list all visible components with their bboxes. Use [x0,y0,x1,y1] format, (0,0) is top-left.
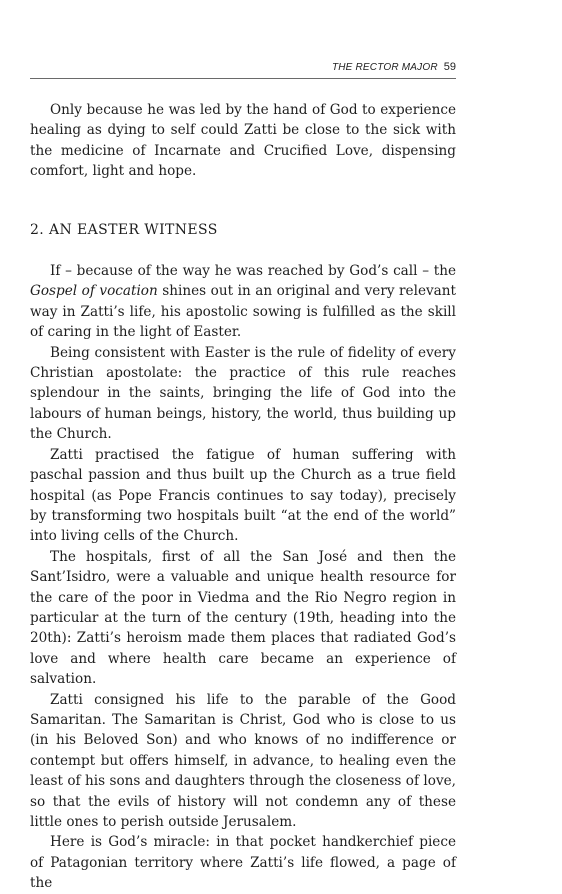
paragraph-4: The hospitals, first of all the San José and then the Sant’Isidro, were a valuable and unique health resource for the care of the poor in Viedma and the Rio Negro region in particular at the turn of the century (19th, heading into the 20th): Zatti’s heroism made them places that radiated God’s love and where health care became an experience of salvation. [30,548,456,688]
page-number: 59 [443,61,456,73]
intro-paragraph: Only because he was led by the hand of God to experience healing as dying to self could Zatti be close to the sick with the medicine of Incarnate and Crucified Love, dispensing comfort, light and hope. [30,102,456,180]
paragraph-3: Zatti practised the fatigue of human suffering with paschal passion and thus built up the Church as a true field hospital (as Pope Francis continues to say today), precisely by transforming two hospitals built “at the end of the world” into living cells of the Church. [30,446,456,545]
running-header [30,60,456,79]
paragraph-2: Being consistent with Easter is the rule of fidelity of every Christian apostolate: the practice of this rule reaches splendour in the saints, bringing the life of God into the labours of human beings, history, the world, thus building up the Church. [30,344,456,443]
page-body [30,100,456,894]
paragraph-5: Zatti consigned his life to the parable of the Good Samaritan. The Samaritan is Christ, God who is close to us (in his Beloved Son) and who knows of no indifference or contempt but offers himself, in advance, to healing even the least of his sons and daughters through the closeness of love, so that the evils of history will not condemn any of these little ones to perish outside Jerusalem. [30,691,456,830]
running-title: THE RECTOR MAJOR [331,62,438,73]
paragraph-1-before: If – because of the way he was reached by God’s call – the [50,263,456,280]
gospel-of-vocation-emphasis: Gospel of vocation [30,283,158,300]
paragraph-6: Here is God’s miracle: in that pocket handkerchief piece of Patagonian territory where Zatti’s life flowed, a page of the [30,834,456,892]
section-heading: 2. AN EASTER WITNESS [30,221,218,238]
paragraph-1 [30,261,456,343]
paragraph-1-after: shines out in an original and very relevant way in Zatti’s life, his apostolic sowing is fulfilled as the skill of caring in the light of Easter. [30,283,456,341]
